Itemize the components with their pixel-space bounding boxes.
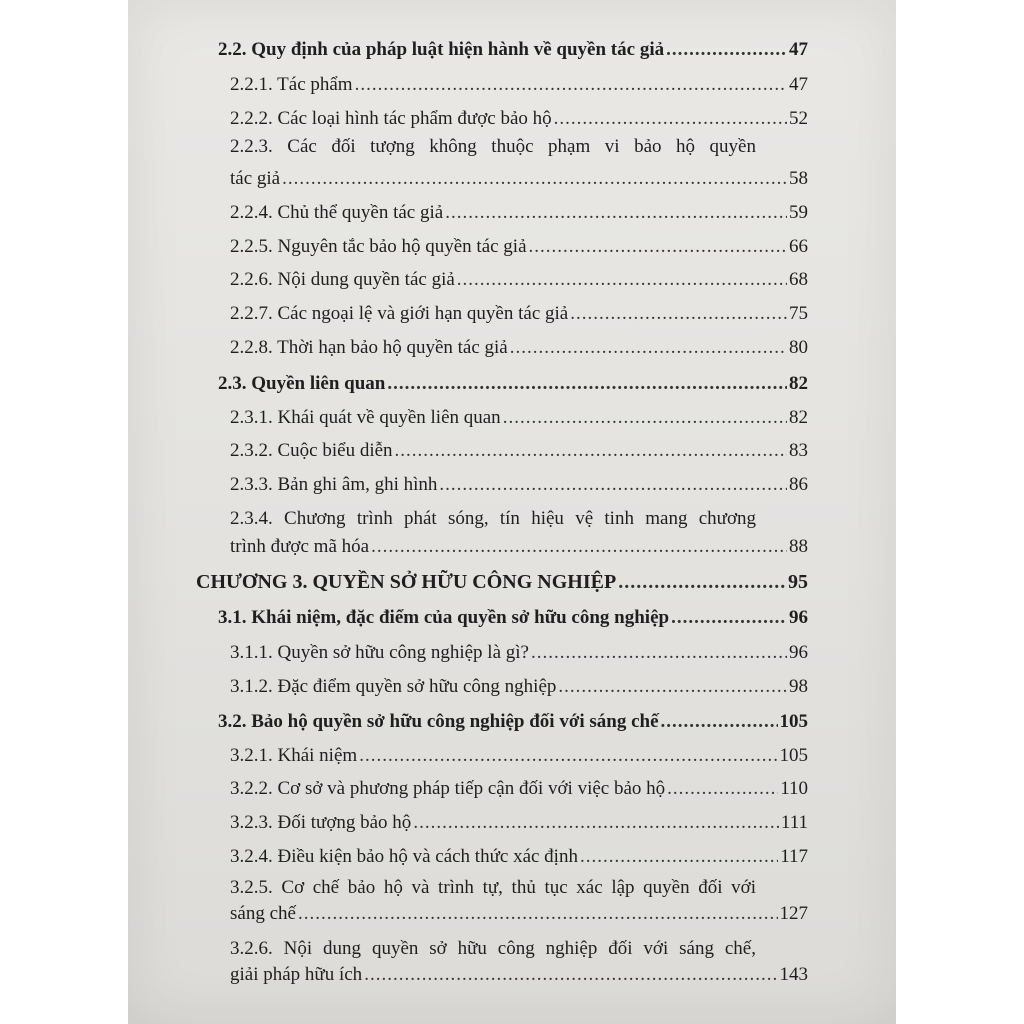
leader-dots <box>445 198 787 228</box>
toc-entry <box>218 35 808 65</box>
toc-entry-label: 3.2.3. Đối tượng bảo hộ <box>230 812 412 833</box>
toc-entry <box>230 960 808 990</box>
leader-dots <box>298 899 778 929</box>
toc-entry <box>230 265 808 295</box>
leader-dots <box>671 603 787 633</box>
toc-entry-page: 47 <box>789 74 808 95</box>
toc-entry <box>218 707 808 737</box>
toc-entry-label: trình được mã hóa <box>230 536 370 557</box>
leader-dots <box>359 741 777 771</box>
leader-dots <box>661 707 778 737</box>
toc-entry-label: 2.2. Quy định của pháp luật hiện hành về quyền tác giả <box>218 39 665 60</box>
leader-dots <box>580 842 778 872</box>
toc-entry-label: 2.2.4. Chủ thể quyền tác giả <box>230 202 444 223</box>
toc-entry <box>230 299 808 329</box>
leader-dots <box>570 299 787 329</box>
toc-entry-label: 3.2.2. Cơ sở và phương pháp tiếp cận đối với việc bảo hộ <box>230 778 666 799</box>
leader-dots <box>282 164 787 194</box>
leader-dots <box>618 567 786 597</box>
toc-entry-page: 68 <box>789 269 808 290</box>
toc-entry-page: 82 <box>789 373 808 394</box>
toc-entry-label: 2.2.5. Nguyên tắc bảo hộ quyền tác giả <box>230 236 527 257</box>
toc-entry-page: 143 <box>779 964 808 985</box>
toc-entry-label: 2.3.1. Khái quát về quyền liên quan <box>230 407 501 428</box>
leader-dots <box>666 35 787 65</box>
leader-dots <box>529 232 787 262</box>
leader-dots <box>503 403 787 433</box>
toc-entry <box>230 741 808 771</box>
toc-entry-label: 3.1.2. Đặc điểm quyền sở hữu công nghiệp <box>230 676 557 697</box>
toc-entry <box>230 403 808 433</box>
leader-dots <box>554 104 787 134</box>
toc-entry <box>230 672 808 702</box>
toc-entry-page: 110 <box>780 778 808 799</box>
leader-dots <box>364 960 777 990</box>
toc-entry-page: 111 <box>780 812 808 833</box>
toc-entry-page: 96 <box>789 642 808 663</box>
leader-dots <box>395 436 787 466</box>
toc-entry <box>230 842 808 872</box>
leader-dots <box>510 333 787 363</box>
leader-dots <box>558 672 787 702</box>
toc-entry-page: 80 <box>789 337 808 358</box>
toc-entry-label: CHƯƠNG 3. QUYỀN SỞ HỮU CÔNG NGHIỆP <box>196 571 617 593</box>
toc-entry-page: 88 <box>789 536 808 557</box>
toc-entry-page: 105 <box>779 711 808 732</box>
toc-entry-page: 66 <box>789 236 808 257</box>
toc-entry-page: 59 <box>789 202 808 223</box>
toc-entry <box>230 638 808 668</box>
toc-entry-page: 96 <box>789 607 808 628</box>
toc-entry-label-line1: 2.2.3. Các đối tượng không thuộc phạm vi bảo hộ quyền <box>230 136 756 157</box>
toc-entry-label: 3.1. Khái niệm, đặc điểm của quyền sở hữu công nghiệp <box>218 607 670 628</box>
toc-entry-label: 2.3.2. Cuộc biểu diễn <box>230 440 393 461</box>
toc-entry <box>230 774 808 804</box>
toc-entry-page: 75 <box>789 303 808 324</box>
leader-dots <box>439 470 787 500</box>
toc-entry-label: giải pháp hữu ích <box>230 964 363 985</box>
toc-entry-label: 3.2.4. Điều kiện bảo hộ và cách thức xác định <box>230 846 578 867</box>
toc-chapter-entry <box>196 567 808 597</box>
leader-dots <box>457 265 787 295</box>
toc-entry <box>230 333 808 363</box>
toc-entry-page: 117 <box>780 846 808 867</box>
toc-entry <box>230 808 808 838</box>
toc-entry-label: 2.2.2. Các loại hình tác phẩm được bảo hộ <box>230 108 552 129</box>
toc-entry-label-line1: 3.2.6. Nội dung quyền sở hữu công nghiệp đối với sáng chế, <box>230 938 756 959</box>
toc-entry-label: 3.2. Bảo hộ quyền sở hữu công nghiệp đối với sáng chế <box>218 711 659 732</box>
toc-entry-label: 2.2.8. Thời hạn bảo hộ quyền tác giả <box>230 337 508 358</box>
leader-dots <box>355 70 787 100</box>
toc-entry <box>230 232 808 262</box>
toc-entry-label: 2.2.7. Các ngoại lệ và giới hạn quyền tác giả <box>230 303 569 324</box>
toc-entry-page: 47 <box>789 39 808 60</box>
leader-dots <box>667 774 778 804</box>
toc-entry-page: 127 <box>779 903 808 924</box>
toc-entry-page: 52 <box>789 108 808 129</box>
toc-entry <box>218 369 808 399</box>
toc-entry-page: 105 <box>779 745 808 766</box>
toc-entry <box>230 104 808 134</box>
toc-entry-label: 2.3.3. Bản ghi âm, ghi hình <box>230 474 438 495</box>
toc-entry <box>230 899 808 929</box>
toc-entry-label: 2.2.6. Nội dung quyền tác giả <box>230 269 455 290</box>
toc-entry <box>230 470 808 500</box>
toc-entry-page: 98 <box>789 676 808 697</box>
toc-entry-page: 82 <box>789 407 808 428</box>
leader-dots <box>387 369 787 399</box>
leader-dots <box>371 532 787 562</box>
toc-entry <box>230 164 808 194</box>
toc-entry-label: 3.1.1. Quyền sở hữu công nghiệp là gì? <box>230 642 529 663</box>
leader-dots <box>531 638 787 668</box>
toc-entry-label: sáng chế <box>230 903 296 924</box>
toc-entry-label-line1: 2.3.4. Chương trình phát sóng, tín hiệu vệ tinh mang chương <box>230 508 756 529</box>
toc-entry-label-line1: 3.2.5. Cơ chế bảo hộ và trình tự, thủ tục xác lập quyền đối với <box>230 877 756 898</box>
toc-entry-page: 83 <box>789 440 808 461</box>
toc-entry-label: tác giả <box>230 168 281 189</box>
leader-dots <box>413 808 779 838</box>
toc-entry-page: 95 <box>788 571 808 593</box>
toc-entry-label: 2.2.1. Tác phẩm <box>230 74 353 95</box>
toc-entry-label: 3.2.1. Khái niệm <box>230 745 358 766</box>
toc-entry <box>230 532 808 562</box>
toc-entry-page: 86 <box>789 474 808 495</box>
toc-entry <box>230 436 808 466</box>
toc-entry-page: 58 <box>789 168 808 189</box>
book-page <box>128 0 896 1024</box>
toc-entry <box>230 70 808 100</box>
toc-entry-label: 2.3. Quyền liên quan <box>218 373 386 394</box>
toc-entry <box>230 198 808 228</box>
toc-entry <box>218 603 808 633</box>
